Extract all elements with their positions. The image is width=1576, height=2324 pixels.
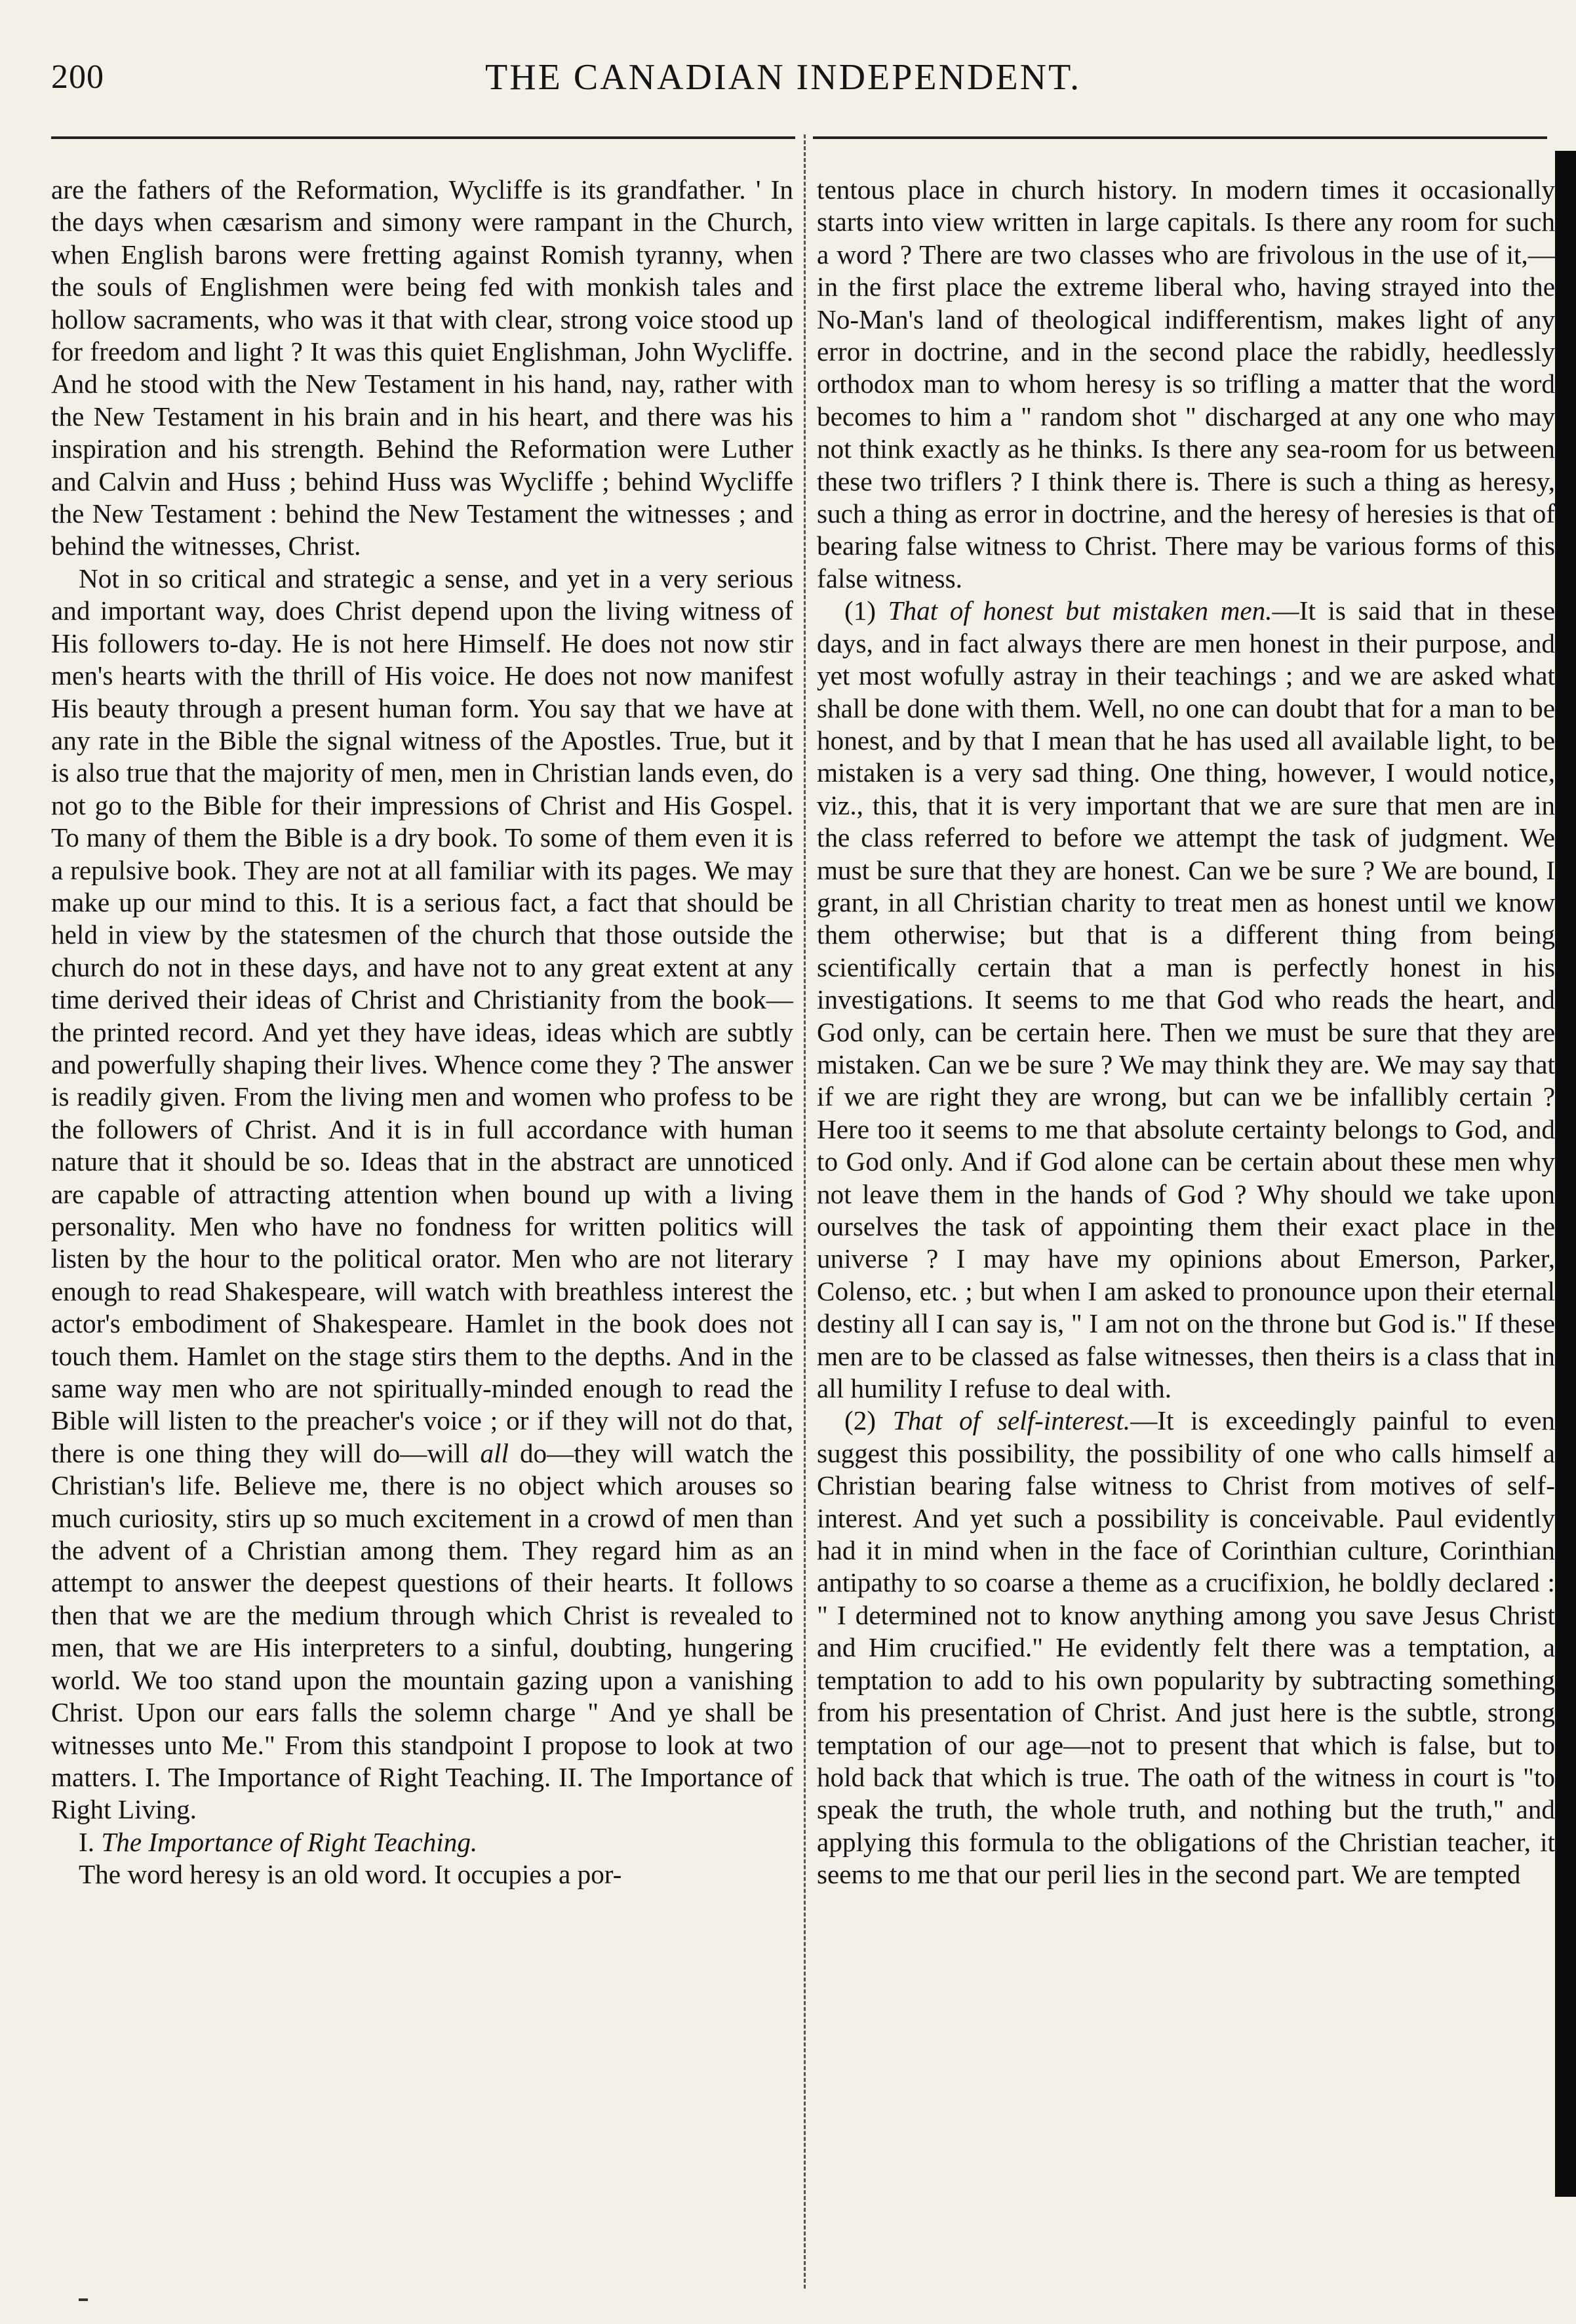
point-2-body: —It is exceedingly painful to even suggest this possibility, the possibility of one who calls himself a Christian bearing false witness to Christ from motives of self-interest. And yet such a possibility is conceivable. Paul evidently had it in mind when in the face of Corinthian culture, Corinthian antipathy to so coarse a theme as a crucifixion, he boldly declared : " I determined not to know anything among you save Jesus Christ and Him crucified." He evidently felt there was a temptation, a temptation to add to his own popularity by subtracting something from his presentation of Christ. And just here is the subtle, strong temptation of our age—not to present that which is false, but to hold back that which is true. The oath of the witness in court is "to speak the truth, the whole truth, and nothing but the truth," and applying this formula to the obligations of the Christian teacher, it seems to me that our peril lies in the second part. We are tempted	[817, 1405, 1556, 1890]
left-paragraph-2-emphasis: all	[480, 1437, 509, 1468]
header-rule-left	[51, 136, 795, 139]
left-paragraph-2-tail: do—they will watch the Christian's life. Believe me, there is no object which arouses so much curiosity, stirs up so much excitement in a crowd of men than the advent of a Christian among them. They regard him as an attempt to answer the deepest questions of their hearts. It follows then that we are the medium through which Christ is revealed to men, that we are His interpreters to a sinful, doubting, hungering world. We too stand upon the mountain gazing upon a vanishing Christ. Upon our ears falls the solemn charge " And ye shall be witnesses unto Me." From this standpoint I propose to look at two matters. I. The Importance of Right Teaching. II. The Importance of Right Living.	[51, 1437, 794, 1825]
point-2-number: (2)	[844, 1405, 877, 1436]
left-column	[51, 174, 793, 1891]
section-heading-number: I.	[79, 1826, 95, 1857]
point-1-label: That of honest but mistaken men.	[888, 595, 1272, 626]
left-paragraph-2-text: Not in so critical and strategic a sense, and yet in a very serious and important way, does Christ depend upon the living witness of His followers to-day. He is not here Himself. He does not now stir men's hearts with the thrill of His voice. He does not now manifest His beauty through a present human form. You say that we have at any rate in the Bible the signal witness of the Apostles. True, but it is also true that the majority of men, men in Christian lands even, do not go to the Bible for their impressions of Christ and His Gospel. To many of them the Bible is a dry book. To some of them even it is a repulsive book. They are not at all familiar with its pages. We may make up our mind to this. It is a serious fact, a fact that should be held in view by the statesmen of the church that those outside the church do not in these days, and have not to any great extent at any time derived their ideas of Christ and Christianity from the book—the printed record. And yet they have ideas, ideas which are subtly and powerfully shaping their lives. Whence come they ? The answer is readily given. From the living men and women who profess to be the followers of Christ. And it is in full accordance with human nature that it should be so. Ideas that in the abstract are unnoticed are capable of attracting attention when bound up with a living personality. Men who have no fondness for written politics will listen by the hour to the political orator. Men who are not literary enough to read Shakespeare, will watch with breathless interest the actor's embodiment of Shakespeare. Hamlet in the book does not touch them. Hamlet on the stage stirs them to the depths. And in the same way men who are not spiritually-minded enough to read the Bible will listen to the preacher's voice ; or if they will not do that, there is one thing they will do—will	[51, 563, 793, 1468]
column-divider	[804, 134, 806, 2289]
right-paragraph-2	[817, 595, 1555, 1405]
section-heading-text: The Importance of Right Teaching.	[101, 1826, 478, 1857]
right-paragraph-3	[817, 1405, 1555, 1891]
page-edge-shadow	[1555, 151, 1576, 2197]
section-heading	[51, 1826, 793, 1858]
point-1-body: —It is said that in these days, and in fact always there are men honest in their purpose, and yet most wofully astray in their teachings ; and we are asked what shall be done with them. Well, no one can doubt that for a man to be honest, and by that I mean that he has used all available light, to be mistaken is a very sad thing. One thing, however, I would notice, viz., this, that it is very important that we are sure that men are in the class referred to before we attempt the task of judgment. We must be sure that they are honest. Can we be sure ? We are bound, I grant, in all Christian charity to treat men as honest until we know them otherwise; but that is a different thing from being scientifically certain that a man is perfectly honest in his investigations. It seems to me that God who reads the heart, and God only, can be certain here. Then we must be sure that they are mistaken. Can we be sure ? We may think they are. We may say that if we are right they are wrong, but can we be infallibly certain ? Here too it seems to me that absolute certainty belongs to God, and to God only. And if God alone can be certain about these men why not leave them in the hands of God ? Why should we take upon ourselves the task of appointing them their exact place in the universe ? I may have my opinions about Emerson, Parker, Colenso, etc. ; but when I am asked to pronounce upon their eternal destiny all I can say is, " I am not on the throne but God is." If these men are to be classed as false witnesses, then theirs is a class that in all humility I refuse to deal with.	[817, 595, 1555, 1404]
right-column	[817, 174, 1555, 1891]
left-paragraph-3: The word heresy is an old word. It occupies a por-	[79, 1859, 622, 1890]
running-head: THE CANADIAN INDEPENDENT.	[485, 57, 1082, 98]
header-rule-right	[813, 136, 1547, 139]
left-paragraph-1: are the fathers of the Reformation, Wycliffe is its grandfather. ' In the days when cæsarism and simony were rampant in the Church, when English barons were fretting against Romish tyranny, when the souls of Englishmen were being fed with monkish tales and hollow sacraments, who was it that with clear, strong voice stood up for freedom and light ? It was this quiet Englishman, John Wycliffe. And he stood with the New Testament in his hand, nay, rather with the New Testament in his brain and in his heart, and there was his inspiration and his strength. Behind the Reformation were Luther and Calvin and Huss ; behind Huss was Wycliffe ; behind Wycliffe the New Testament : behind the New Testament the witnesses ; and behind the witnesses, Christ.	[51, 174, 793, 561]
point-2-label: That of self-interest.	[892, 1405, 1131, 1436]
page-number: 200	[51, 58, 104, 96]
right-paragraph-1: tentous place in church history. In modern times it occasionally starts into view written in large capitals. Is there any room for such a word ? There are two classes who are frivolous in the use of it,—in the first place the extreme liberal who, having strayed into the No-Man's land of theological indifferentism, makes light of any error in doctrine, and in the second place the rabidly, heedlessly orthodox man to whom heresy is so trifling a matter that the word becomes to him a " random shot " discharged at any one who may not think exactly as he thinks. Is there any sea-room for us between these two triflers ? I think there is. There is such a thing as heresy, such a thing as error in doctrine, and the heresy of heresies is that of bearing false witness to Christ. There may be various forms of this false witness.	[817, 174, 1555, 593]
point-1-number: (1)	[844, 595, 877, 626]
left-paragraph-2	[51, 563, 793, 1826]
footer-mark	[79, 2298, 88, 2306]
